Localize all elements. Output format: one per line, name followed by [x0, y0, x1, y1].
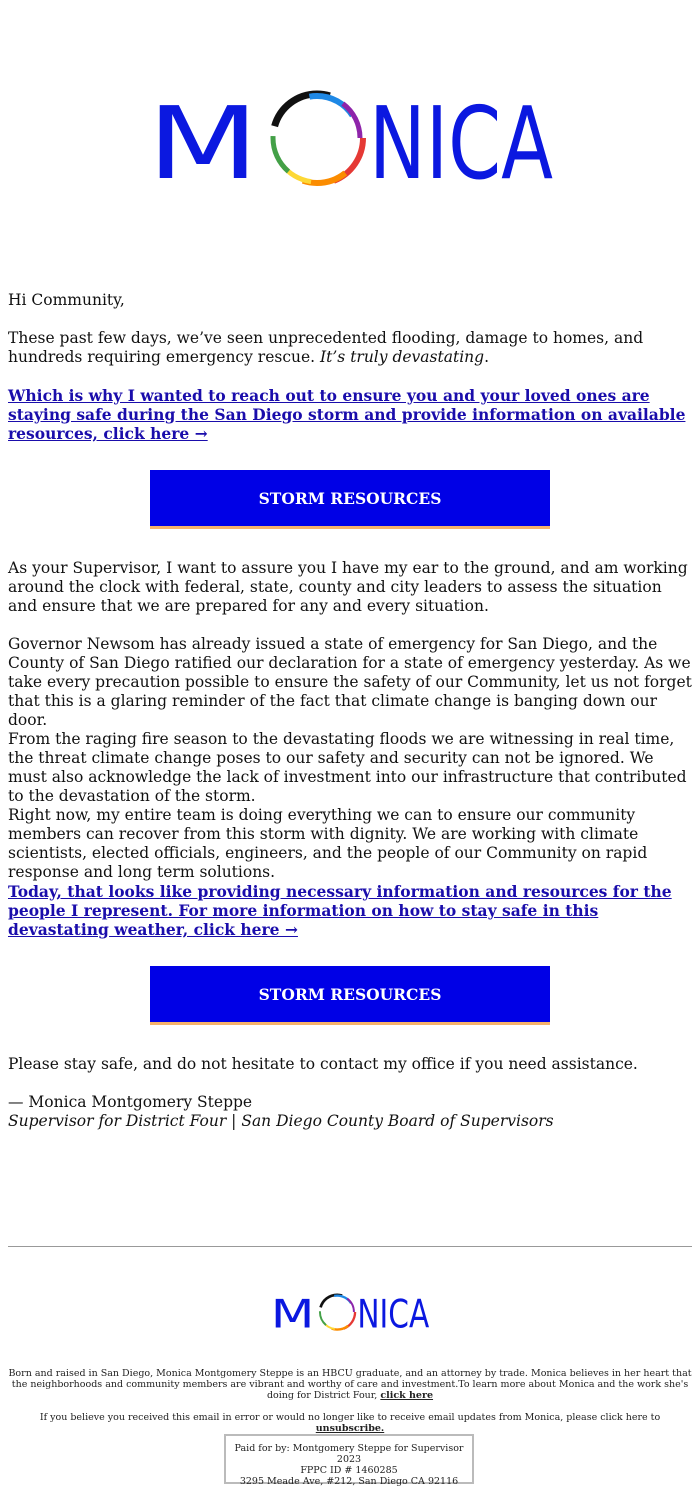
svg-text:M: M — [270, 1292, 315, 1338]
closing-paragraph: Please stay safe, and do not hesitate to contact my office if you need assistance. — [8, 1055, 638, 1073]
storm-resources-button-1[interactable]: STORM RESOURCES — [150, 470, 550, 529]
signature-name: — Monica Montgomery Steppe — [8, 1093, 253, 1111]
logo-ring-icon — [319, 1294, 355, 1330]
climate-paragraph: From the raging fire season to the devastating floods we are witnessing in real time, the threat climate change poses to our safety and security can not be ignored. We must also acknowledge the lack of investment into our infrastructure that contributed to the devastation of the storm. — [8, 730, 687, 805]
svg-text:NICA: NICA — [357, 1292, 430, 1338]
logo-letter-m: M — [147, 85, 259, 202]
monica-logo-small — [270, 1290, 430, 1338]
learn-more-link[interactable]: click here — [380, 1390, 434, 1401]
paid-for-box — [224, 1434, 474, 1487]
fppc-line: FPPC ID # 1460285 — [300, 1465, 398, 1476]
supervisor-paragraph: As your Supervisor, I want to assure you I have my ear to the ground, and am working around the clock with federal, state, county and city leaders to assess the situation and ensure that we are prepared for any and every situation. — [8, 559, 688, 615]
emergency-paragraph: Governor Newsom has already issued a state of emergency for San Diego, and the County of San Diego ratified our declaration for a state of emergency yesterday. As we take every precaution possible to ensure the safety of our Community, let us not forget that this is a glaring reminder of the fact that climate change is banging down our door. — [8, 635, 692, 729]
logo-letters-nica: NICA — [369, 85, 553, 202]
monica-logo — [145, 82, 555, 202]
address-line: 3295 Meade Ave, #212, San Diego CA 92116 — [239, 1476, 459, 1487]
footer-notice: If you believe you received this email in error or would no longer like to receive email updates from Monica, please click here to unsubscribe. — [39, 1412, 661, 1434]
signature — [8, 1093, 692, 1131]
intro-paragraph: These past few days, we’ve seen unprecedented flooding, damage to homes, and hundreds requiring emergency rescue. It’s truly devastating. — [8, 329, 644, 366]
unsubscribe-link[interactable]: unsubscribe. — [315, 1423, 385, 1434]
resources-link-1[interactable]: Which is why I wanted to reach out to ensure you and your loved ones are staying safe during the San Diego storm and provide information on available resources, click here → — [8, 386, 686, 443]
greeting: Hi Community, — [8, 291, 125, 309]
header-logo — [0, 82, 700, 202]
footer-divider — [8, 1246, 692, 1247]
signature-title: Supervisor for District Four | San Diego County Board of Supervisors — [8, 1112, 554, 1130]
team-paragraph: Right now, my entire team is doing everything we can to ensure our community members can recover from this storm with dignity. We are working with climate scientists, elected officials, engineers, and the people of our Community on rapid response and long term solutions. — [8, 806, 648, 881]
resources-link-2[interactable]: Today, that looks like providing necessary information and resources for the people I represent. For more information on how to stay safe in this devastating weather, click here → — [8, 882, 672, 939]
storm-resources-button-2[interactable]: STORM RESOURCES — [150, 966, 550, 1025]
footer-bio: Born and raised in San Diego, Monica Montgomery Steppe is an HBCU graduate, and an attorney by trade. Monica believes in her heart that the neighborhoods and community members are vibrant and worthy of care and investment.To learn more about Monica and the work she's doing for District Four, click here — [8, 1368, 692, 1401]
logo-ring-icon — [271, 92, 363, 184]
paid-by-line: Paid for by: Montgomery Steppe for Supervisor 2023 — [234, 1443, 464, 1465]
footer-logo — [0, 1290, 700, 1338]
